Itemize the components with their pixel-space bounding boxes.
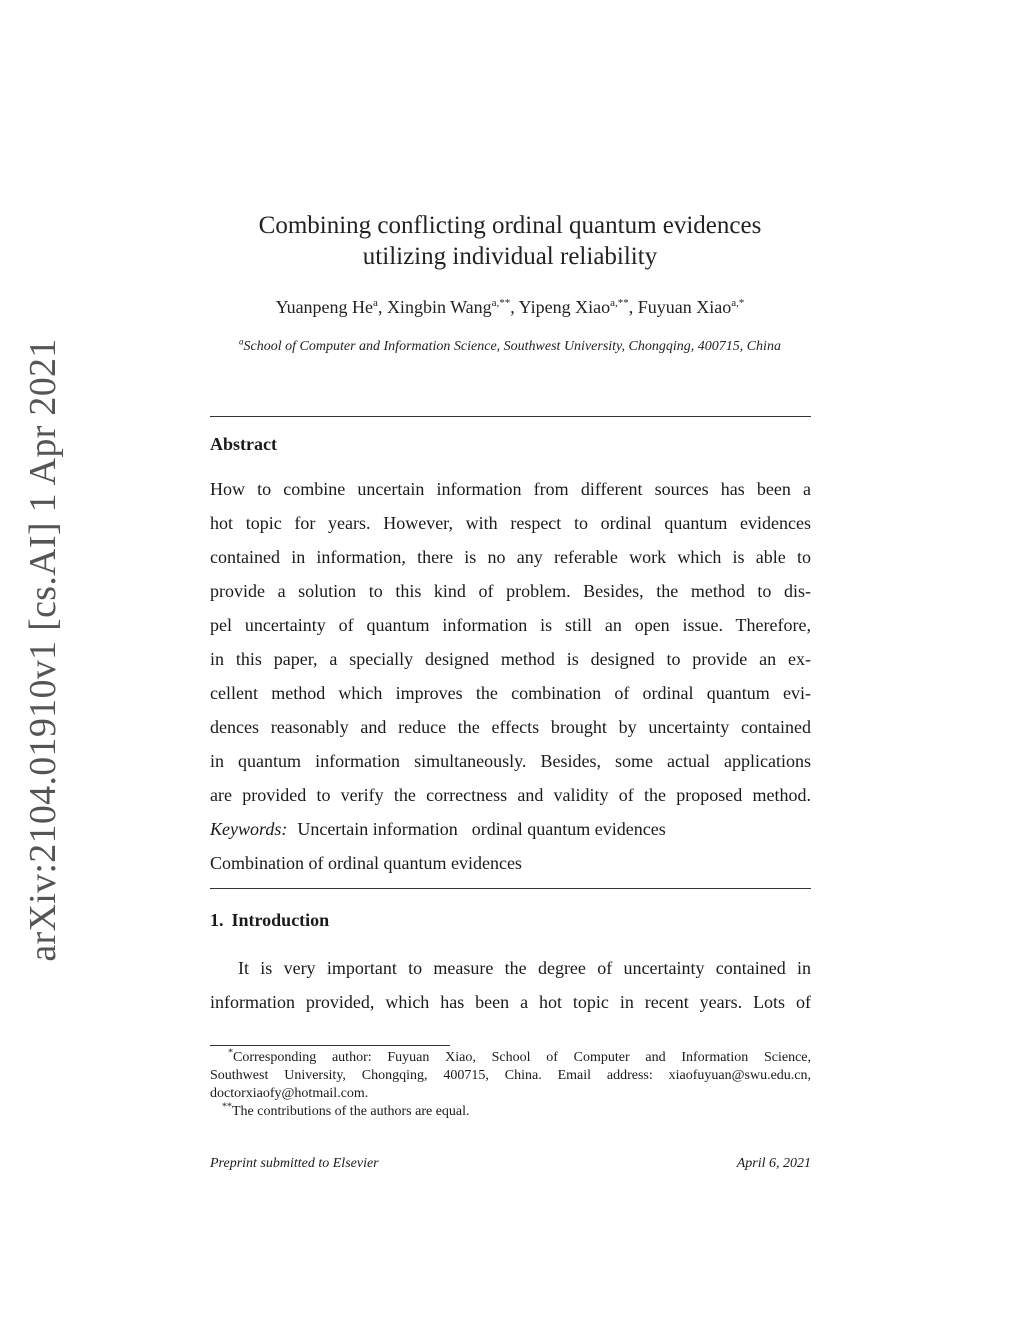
author-affiliation-mark: a,** [491,297,511,309]
abstract-line: dences reasonably and reduce the effects brought by uncertainty contained [210,717,811,737]
footnote-corresponding-author [210,1049,811,1103]
author-affiliation-mark: a,** [610,297,629,309]
footnote-equal-contribution [210,1103,811,1121]
abstract-line: in this paper, a specially designed method is designed to provide an ex- [210,649,811,669]
introduction-body [210,951,811,1019]
abstract-line: pel uncertainty of quantum information is still an open issue. Therefore, [210,615,811,635]
affiliation-mark: a [239,336,244,347]
author-name: Yuanpeng He [275,297,374,317]
section-number: 1. [210,910,224,930]
abstract-bottom-rule [210,888,811,889]
author-list: Yuanpeng He$^a$, Xingbin Wang$^{a,**}$, Yipeng Xiao$^{a,**}$, Fuyuan Xiao$^{a,*}$ [275,297,745,317]
section-heading-introduction [210,910,329,931]
footnote-mark: * [228,1047,233,1059]
footnote-rule [210,1045,450,1046]
keyword: ordinal quantum evidences [471,819,666,839]
section-title: Introduction [231,910,330,930]
author-affiliation-mark: a,* [731,297,745,309]
author-affiliation-mark: a [373,297,378,309]
affiliation-text: School of Computer and Information Science, Southwest University, Chongqing, 400715, China [243,339,781,354]
footer-date: April 6, 2021 [736,1156,811,1171]
footer-preprint-note: Preprint submitted to Elsevier [210,1156,379,1171]
title-line: utilizing individual reliability [362,243,658,270]
abstract-top-rule [210,416,811,417]
abstract-heading: Abstract [210,434,277,454]
abstract-line: How to combine uncertain information from different sources has been a [210,479,811,499]
body-line: information provided, which has been a hot topic in recent years. Lots of [210,992,811,1012]
abstract-line: provide a solution to this kind of problem. Besides, the method to dis- [210,581,811,601]
author-name: Yipeng Xiao [518,297,611,317]
keywords-line-continued [210,846,522,880]
keyword: Combination of ordinal quantum evidences [210,853,522,873]
paper-title [210,210,810,272]
abstract-line: contained in information, there is no any referable work which is able to [210,547,811,567]
footnote-text: The contributions of the authors are equal. [232,1104,470,1119]
keywords-line [210,812,666,846]
title-line: Combining conflicting ordinal quantum evidences [258,212,762,239]
abstract-line: cellent method which improves the combination of ordinal quantum evi- [210,683,811,703]
abstract-line: hot topic for years. However, with respect to ordinal quantum evidences [210,513,811,533]
abstract-line: in quantum information simultaneously. Besides, some actual applications [210,751,811,771]
footnote-line: doctorxiaofy@hotmail.com. [210,1086,369,1101]
footnote-line: Southwest University, Chongqing, 400715, China. Email address: xiaofuyuan@swu.edu.cn, [210,1068,811,1083]
abstract-body [210,472,811,812]
affiliation [200,336,820,355]
abstract-line: are provided to verify the correctness and validity of the proposed method. [210,785,811,805]
footnote-line [210,1049,811,1067]
keywords-label: Keywords: [210,819,288,839]
author-name: Fuyuan Xiao [637,297,732,317]
body-line: It is very important to measure the degree of uncertainty contained in [238,958,811,978]
arxiv-identifier-stamp: arXiv:2104.01910v1 [cs.AI] 1 Apr 2021 [22,338,64,962]
footnote-text: Corresponding author: Fuyuan Xiao, School of Computer and Information Science, [233,1050,811,1065]
keyword: Uncertain information [297,819,458,839]
footnote-mark: ** [222,1101,232,1113]
footnotes [210,1049,811,1121]
author-name: Xingbin Wang [386,297,492,317]
